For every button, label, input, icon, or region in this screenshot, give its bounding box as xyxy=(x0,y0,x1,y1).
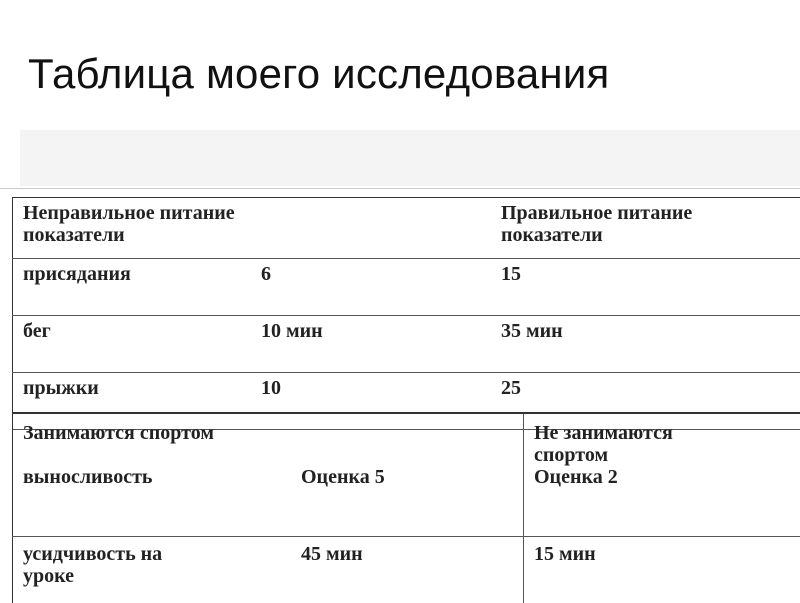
header-sport-grade: Оценка 5 xyxy=(301,466,385,488)
divider-line xyxy=(0,188,800,189)
row-no-sport-value: 15 мин xyxy=(524,537,800,603)
row-label-line2: уроке xyxy=(23,565,74,587)
table-header-row xyxy=(13,413,800,537)
row-bad-value: 10 мин xyxy=(251,316,491,373)
nutrition-table xyxy=(12,197,800,430)
row-good-value: 25 xyxy=(491,373,800,430)
header-sport-grade-cell xyxy=(291,413,524,537)
header-sport-line1: Занимаются спортом xyxy=(23,422,214,444)
header-bad-nutrition xyxy=(13,198,492,259)
header-good-nutrition xyxy=(491,198,800,259)
table-header-row xyxy=(13,198,800,259)
header-no-sport xyxy=(524,413,800,537)
row-label: бег xyxy=(13,316,252,373)
row-good-value: 15 xyxy=(491,259,800,316)
page-title: Таблица моего исследования xyxy=(28,50,609,98)
row-label xyxy=(13,537,292,603)
sport-table xyxy=(12,412,800,603)
table-row xyxy=(13,259,800,316)
row-bad-value: 6 xyxy=(251,259,491,316)
header-no-sport-line1: Не занимаются xyxy=(534,422,673,444)
header-bad-line2: показатели xyxy=(23,224,125,246)
decorative-band xyxy=(20,130,800,186)
table-row xyxy=(13,537,800,603)
header-bad-line1: Неправильное питание xyxy=(23,202,235,224)
header-sport-line2: выносливость xyxy=(23,466,153,488)
header-good-line1: Правильное питание xyxy=(501,202,692,224)
row-good-value: 35 мин xyxy=(491,316,800,373)
row-sport-value: 45 мин xyxy=(291,537,524,603)
row-label: прыжки xyxy=(13,373,252,430)
header-no-sport-line2: спортом xyxy=(534,444,608,466)
table-row xyxy=(13,316,800,373)
header-sport xyxy=(13,413,292,537)
row-label-line1: усидчивость на xyxy=(23,543,162,565)
row-label: присядания xyxy=(13,259,252,316)
header-good-line2: показатели xyxy=(501,224,603,246)
header-no-sport-grade: Оценка 2 xyxy=(534,466,800,488)
row-bad-value: 10 xyxy=(251,373,491,430)
